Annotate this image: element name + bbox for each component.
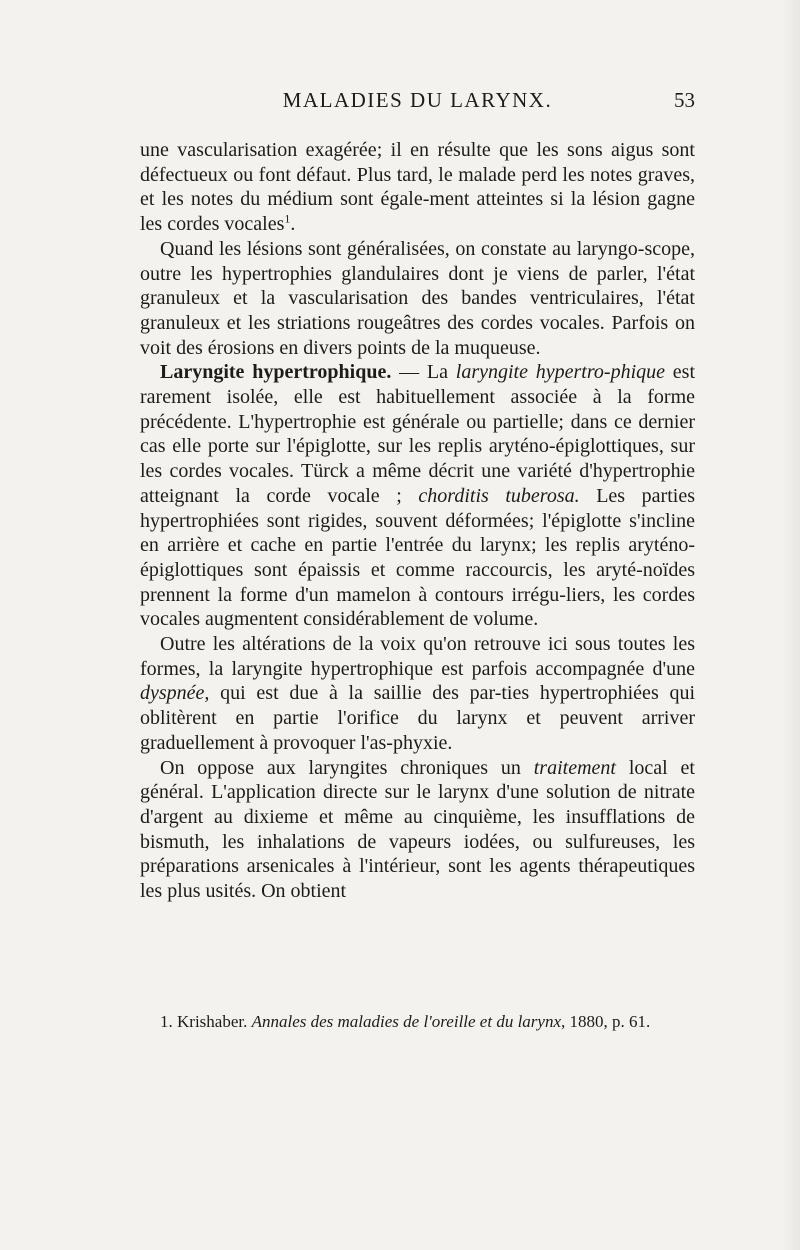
paragraph-3-text-a: — La: [391, 361, 456, 384]
footnote-number: 1.: [160, 1012, 173, 1031]
paragraph-3-italic-term: laryngite hypertro-phique: [455, 361, 666, 384]
page-edge-shadow: [782, 0, 800, 1250]
paragraph-2-text: Quand les lésions sont généralisées, on constate au laryngo-scope, outre les hypertrophies glandulaires dont je viens de parler, l'état granuleux et la vascularisation des bandes ventriculaires, l'état granuleux et les striations rougeâtres des cordes vocales. Parfois on voit des érosions en divers points de la muqueuse.: [140, 237, 695, 359]
paragraph-4-text-a: Outre les altérations de la voix qu'on retrouve ici sous toutes les formes, la laryngite hypertrophique est parfois accompagnée d'une: [140, 633, 695, 680]
page-number: 53: [674, 88, 695, 112]
paragraph-4-text-c: qui est due à la saillie des par-ties hypertrophiées qui oblitèrent en partie l'orifice du larynx et peuvent arriver graduellement à provoquer l'as-phyxie.: [140, 682, 695, 754]
paragraph-3-text-e: Les parties hypertrophiées sont rigides, souvent déformées; l'épiglotte s'incline en arrière et cache en partie l'entrée du larynx; les replis aryténo-épiglottiques sont épaissis et comme raccourcis, les aryté-noïdes prennent la forme d'un mamelon à contours irrégu-liers, les cordes vocales augmentent considérablement de volume.: [140, 484, 695, 631]
paragraph-2: [140, 237, 695, 361]
footnote-reference: 1: [284, 211, 291, 226]
paragraph-5: [140, 756, 695, 904]
paragraph-5-text-c: local et général. L'application directe sur le larynx d'une solution de nitrate d'argent au dixieme et même au cinquième, les insufflations de bismuth, les inhalations de vapeurs iodées, ou sulfureuses, les préparations arsenicales à l'intérieur, sont les agents thérapeutiques les plus usités. On obtient: [140, 756, 695, 903]
paragraph-1-end: .: [290, 213, 296, 236]
footnote-author: Krishaber.: [172, 1012, 252, 1031]
running-title: MALADIES DU LARYNX.: [282, 88, 553, 112]
paragraph-3: [140, 360, 695, 632]
footnote-citation: , 1880, p. 61.: [561, 1012, 651, 1031]
paragraph-3-italic-chorditis: chorditis tuberosa.: [418, 484, 580, 507]
footnote-journal-title: Annales des maladies de l'oreille et du larynx: [251, 1012, 562, 1031]
paragraph-4: [140, 632, 695, 756]
paragraph-4-italic-dyspnee: dyspnée,: [140, 682, 210, 705]
paragraph-5-text-a: On oppose aux laryngites chroniques un: [160, 756, 534, 779]
paragraph-1-text: une vascularisation exagérée; il en résulte que les sons aigus sont défectueux ou font défaut. Plus tard, le malade perd les notes graves, et les notes du médium sont égale-ment atteintes si la lésion gagne les cordes vocales: [140, 139, 695, 236]
paragraph-3-text-c: est rarement isolée, elle est habituellement associée à la forme précédente. L'hypertrophie est générale ou partielle; dans ce dernier cas elle porte sur l'épiglotte, sur les replis aryténo-épiglottiques, sur les cordes vocales. Türck a même décrit une variété d'hypertrophie atteignant la corde vocale ;: [140, 361, 696, 507]
running-head: [140, 88, 695, 114]
paragraph-5-italic-traitement: traitement: [533, 756, 616, 779]
section-heading-laryngite-hypertrophique: Laryngite hypertrophique.: [160, 361, 392, 384]
paragraph-1: [140, 138, 695, 237]
footnote: [140, 1011, 695, 1033]
body-text: [140, 138, 695, 904]
